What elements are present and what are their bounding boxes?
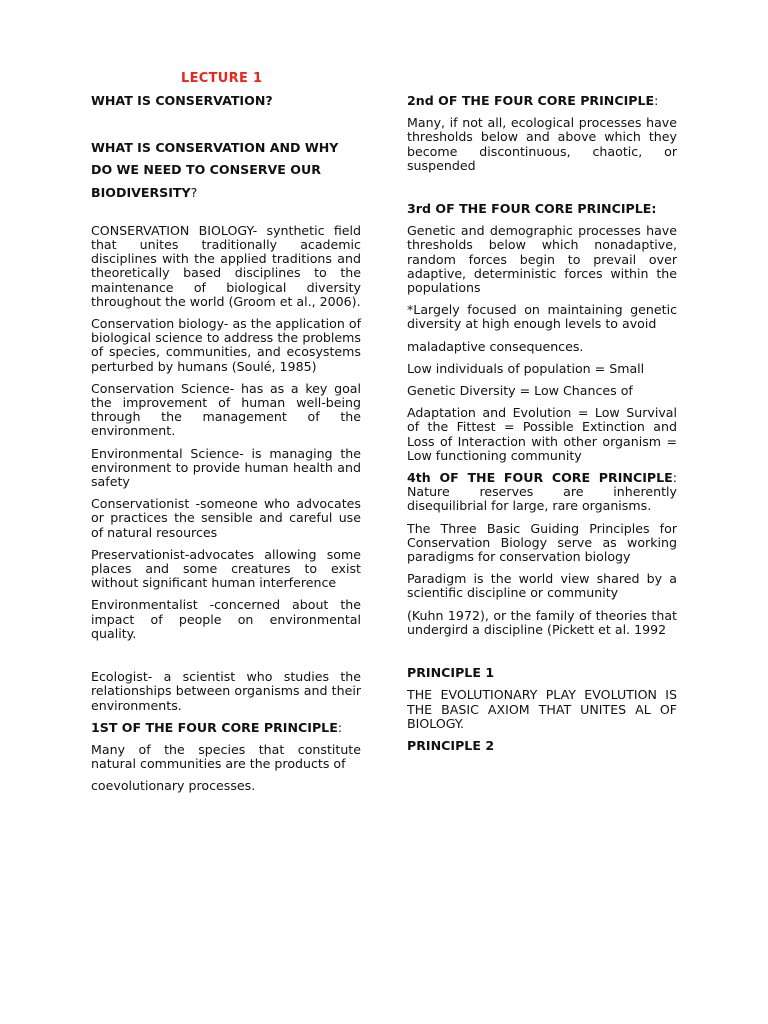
- three-basic-principles: The Three Basic Guiding Principles for Conservation Biology serve as working paradigms for conservation biology: [407, 520, 677, 565]
- definition-conservation-biology-soule: Conservation biology- as the application of biological science to address the problems of species, communities, and ecosystems perturbed by humans (Soulé, 1985): [91, 316, 362, 374]
- genetic-diversity: Genetic Diversity = Low Chances of: [407, 383, 633, 399]
- adaptation-chain: Adaptation and Evolution = Low Survival of the Fittest = Possible Extinction and Loss of Interaction with other organism = Low functioning community: [407, 405, 677, 463]
- low-individuals: Low individuals of population = Small: [407, 360, 645, 376]
- question-line-1: WHAT IS CONSERVATION AND WHY: [91, 140, 339, 156]
- biodiversity-word: BIODIVERSITY: [91, 184, 191, 200]
- definition-environmentalist: Environmentalist -concerned about the impact of people on environmental quality.: [91, 597, 361, 641]
- definition-conservationist: Conservationist -someone who advocates or practices the sensible and careful use of natural resources: [91, 496, 361, 540]
- second-core-text: Many, if not all, ecological processes have thresholds below and above which they become discontinuous, chaotic, or suspended: [407, 115, 677, 173]
- first-core-colon: :: [337, 719, 343, 735]
- definition-environmental-science: Environmental Science- is managing the environment to provide human health and safety: [91, 445, 361, 490]
- third-core-text: Genetic and demographic processes have thresholds below which nonadaptive, random forces begin to prevail over adaptive, deterministic forces within the populations: [407, 223, 677, 296]
- heading-what-is-conservation: WHAT IS CONSERVATION?: [91, 93, 273, 108]
- left-column: [91, 94, 361, 802]
- third-core-note: *Largely focused on maintaining genetic diversity at high enough levels to avoid: [407, 302, 677, 332]
- question-line-2: DO WE NEED TO CONSERVE OUR: [91, 162, 321, 178]
- third-core-heading: 3rd OF THE FOUR CORE PRINCIPLE:: [407, 201, 657, 217]
- second-core-colon: :: [654, 93, 659, 108]
- first-core-heading: 1ST OF THE FOUR CORE PRINCIPLE: [91, 719, 338, 735]
- paradigm-definition: Paradigm is the world view shared by a scientific discipline or community: [407, 571, 677, 601]
- definition-conservation-science: Conservation Science- has as a key goal the improvement of human well-being through the management of the environment.: [91, 380, 361, 439]
- first-core-principle: [91, 721, 361, 735]
- fourth-core-principle: [407, 471, 677, 514]
- first-core-text: Many of the species that constitute natural communities are the products of: [91, 741, 361, 772]
- lecture-title: LECTURE 1: [181, 71, 263, 86]
- definition-ecologist: Ecologist- a scientist who studies the relationships between organisms and their environments.: [91, 669, 361, 713]
- right-column: [407, 94, 677, 761]
- definition-conservation-biology: CONSERVATION BIOLOGY- synthetic field that unites traditionally academic disciplines with the applied traditions and theoretically based disciplines to the maintenance of biological diversity throughout the world (Groom et al., 2006).: [91, 222, 361, 309]
- principle-1-text: THE EVOLUTIONARY PLAY EVOLUTION IS THE BASIC AXIOM THAT UNITES AL OF BIOLOGY.: [407, 687, 677, 731]
- third-core-note-2: maladaptive consequences.: [407, 338, 584, 354]
- first-core-text-2: coevolutionary processes.: [91, 778, 256, 794]
- second-core-heading: 2nd OF THE FOUR CORE PRINCIPLE: [407, 93, 655, 108]
- principle-2-heading: PRINCIPLE 2: [407, 737, 495, 753]
- fourth-core-heading: 4th OF THE FOUR CORE PRINCIPLE: [407, 470, 673, 486]
- fourth-core-text: : Nature reserves are inherently disequilibrial for large, rare organisms.: [407, 470, 677, 514]
- definition-preservationist: Preservationist-advocates allowing some places and some creatures to exist without significant human interference: [91, 546, 361, 591]
- kuhn-citation: (Kuhn 1972), or the family of theories that undergird a discipline (Pickett et al. 1992: [407, 607, 677, 637]
- question-line-3: [91, 186, 361, 200]
- principle-1-heading: PRINCIPLE 1: [407, 665, 495, 681]
- second-core-principle: [407, 94, 677, 108]
- question-mark: ?: [190, 184, 198, 200]
